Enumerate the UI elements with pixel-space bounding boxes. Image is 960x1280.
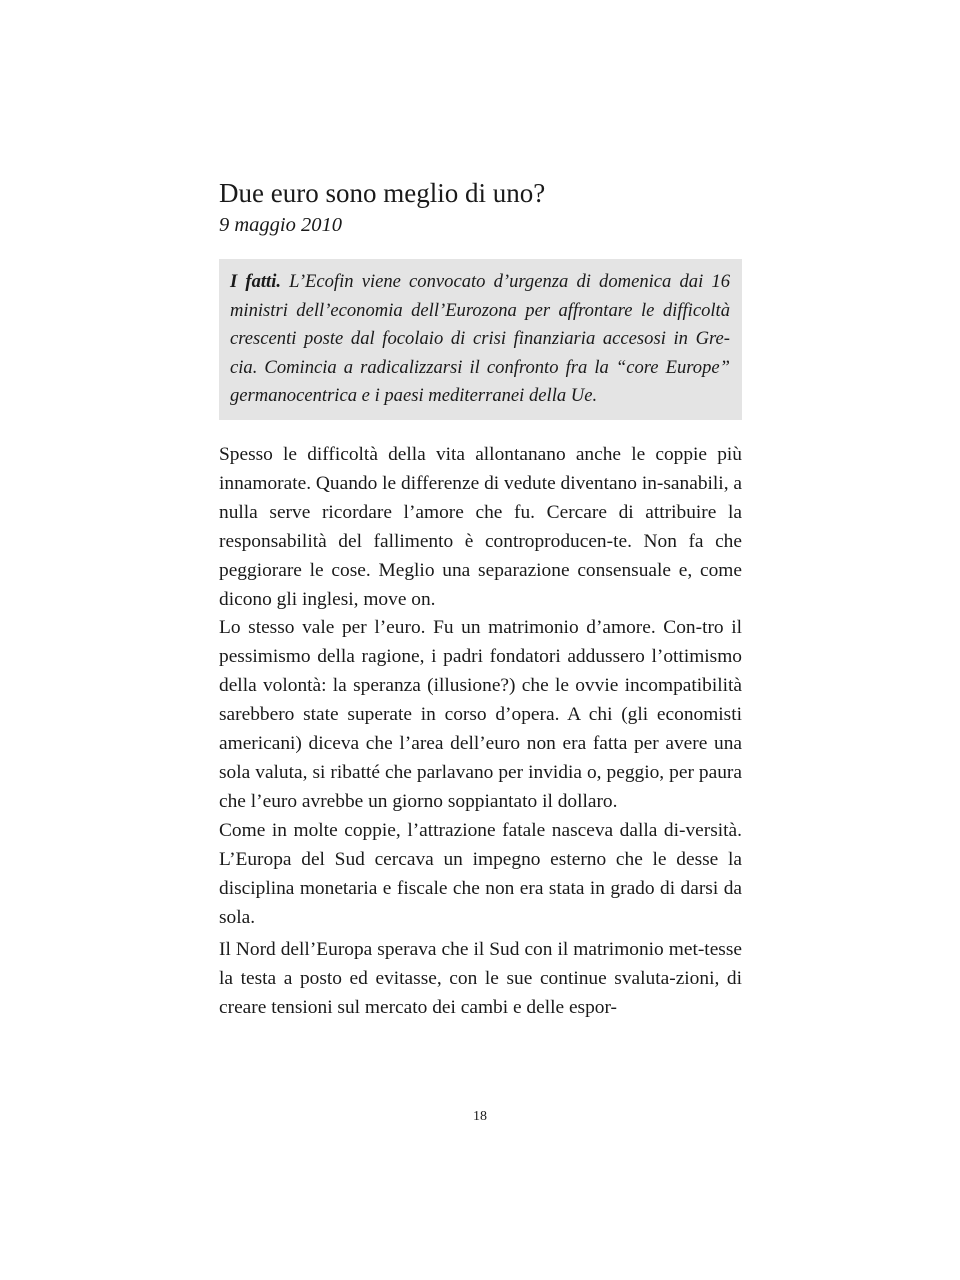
body-paragraph: Spesso le difficoltà della vita allontanano anche le coppie più innamorate. Quando le differenze di vedute diventano in-sanabili, a nulla serve ricordare l’amore che fu. Cercare di attribuire la responsabilità del fallimento è controproducen-te. Non fa che peggiorare le cose. Meglio una separazione consensuale e, come dicono gli inglesi, move on.: [219, 444, 742, 610]
facts-paragraph: [230, 268, 730, 411]
chapter-date: 9 maggio 2010: [219, 214, 342, 236]
facts-label: I fatti.: [230, 271, 282, 292]
facts-text: L’Ecofin viene convocato d’urgenza di domenica dai 16 ministri dell’economia dell’Eurozona per affrontare le difficoltà crescenti poste dal focolaio di crisi finanziaria accesosi in Gre-cia. Comincia a radicalizzarsi il confronto fra la “core Europe” germanocentrica e i paesi mediterranei della Ue.: [230, 271, 730, 407]
body-paragraph: Come in molte coppie, l’attrazione fatale nasceva dalla di-versità. L’Europa del Sud cercava un impegno esterno che le desse la disciplina monetaria e fiscale che non era stata in grado di darsi da sola.: [219, 819, 742, 928]
chapter-title: Due euro sono meglio di uno?: [219, 178, 546, 208]
page-number: 18: [473, 1109, 487, 1124]
body-paragraph: Lo stesso vale per l’euro. Fu un matrimonio d’amore. Con-tro il pessimismo della ragione, i padri fondatori addussero l’ottimismo della volontà: la speranza (illusione?) che le ovvie incompatibilità sarebbero state superate in corso d’opera. A chi (gli economisti americani) diceva che l’area dell’euro non era fatta per avere una sola valuta, si ribatté che parlavano per invidia o, peggio, per paura che l’euro avrebbe un giorno soppiantato il dollaro.: [219, 617, 742, 812]
body-text: [219, 441, 742, 1023]
facts-box: [219, 259, 742, 420]
body-paragraph: Il Nord dell’Europa sperava che il Sud con il matrimonio met-tesse la testa a posto ed evitasse, con le sue continue svaluta-zioni, di creare tensioni sul mercato dei cambi e delle espor-: [219, 939, 742, 1019]
